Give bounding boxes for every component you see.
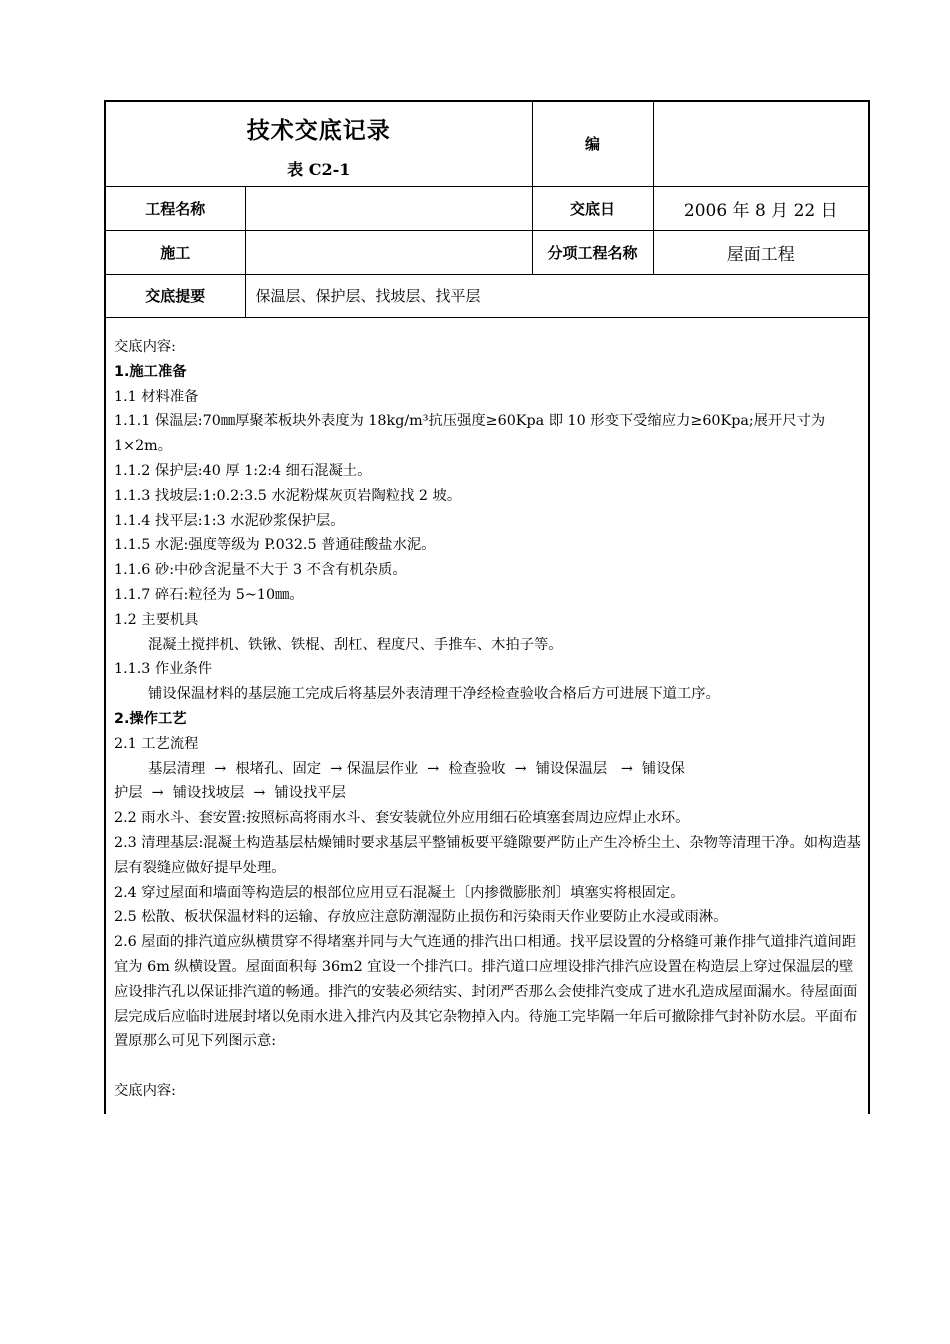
summary-label: 交底提要 [106, 274, 245, 317]
date-value: 2006 年 8 月 22 日 [653, 186, 868, 230]
content-intro: 交底内容: [114, 339, 177, 355]
section-1-1-5: 1.1.5 水泥:强度等级为 P.032.5 普通硅酸盐水泥。 [114, 537, 436, 554]
disclosure-content [114, 335, 862, 1104]
process-flow-line-1: 基层清理 → 根堵孔、固定 → 保温层作业 → 检查验收 → 铺设保温层 → 铺设保 [148, 760, 685, 777]
section-2-4: 2.4 穿过屋面和墙面等构造层的根部位应用豆石混凝土〔内掺微膨胀剂〕填塞实将根固定。 [114, 884, 685, 901]
section-2-3: 2.3 清理基层:混凝土构造基层枯燥铺时要求基层平整铺板要平缝隙要严防止产生冷桥尘土、杂物等清理干净。如构造基层有裂缝应做好提早处理。 [114, 834, 861, 876]
form-code: 表 C2-1 [287, 159, 351, 179]
disclosure-record-form [104, 100, 870, 1114]
section-1-1-1: 1.1.1 保温层:70㎜厚聚苯板块外表度为 18kg/m³抗压强度≥60Kpa 即 10 形变下受缩应力≥60Kpa;展开尺寸为 1×2m。 [114, 413, 826, 455]
process-flow-line-2: 护层 → 铺设找坡层 → 铺设找平层 [114, 785, 346, 802]
header-table [106, 102, 868, 318]
section-1-1: 1.1 材料准备 [114, 388, 199, 405]
section-1-1-3b-body: 铺设保温材料的基层施工完成后将基层外表清理干净经检查验收合格后方可进展下道工序。 [148, 686, 720, 703]
section-1-1-7: 1.1.7 碎石:粒径为 5~10㎜。 [114, 586, 304, 603]
section-1-1-2: 1.1.2 保护层:40 厚 1:2:4 细石混凝土。 [114, 462, 372, 479]
section-1-1-3: 1.1.3 找坡层:1:0.2:3.5 水泥粉煤灰页岩陶粒找 2 坡。 [114, 487, 462, 504]
section-1-1-4: 1.1.4 找平层:1:3 水泥砂浆保护层。 [114, 512, 345, 529]
section-2-2: 2.2 雨水斗、套安置:按照标高将雨水斗、套安装就位外应用细石砼填塞套周边应焊止水环。 [114, 810, 690, 827]
title-cell [106, 102, 532, 186]
section-1-1-3b: 1.1.3 作业条件 [114, 661, 213, 678]
section-2-1: 2.1 工艺流程 [114, 735, 199, 752]
number-label: 编 [532, 102, 653, 186]
date-label: 交底日 [532, 186, 653, 230]
page-title: 技术交底记录 [246, 117, 391, 144]
project-name-value [245, 186, 532, 230]
contractor-value [245, 230, 532, 274]
contractor-label: 施工 [106, 230, 245, 274]
subproject-label: 分项工程名称 [532, 230, 653, 274]
section-2-title: 2.操作工艺 [114, 710, 187, 727]
section-2-5: 2.5 松散、板状保温材料的运输、存放应注意防潮湿防止损伤和污染雨天作业要防止水浸或雨淋。 [114, 909, 728, 926]
summary-value: 保温层、保护层、找坡层、找平层 [245, 274, 868, 317]
section-1-1-6: 1.1.6 砂:中砂含泥量不大于 3 不含有机杂质。 [114, 562, 407, 579]
number-value [653, 102, 868, 186]
section-1-2: 1.2 主要机具 [114, 611, 199, 628]
subproject-value: 屋面工程 [653, 230, 868, 274]
project-name-label: 工程名称 [106, 186, 245, 230]
spacer [114, 1054, 862, 1079]
content-outro: 交底内容: [114, 1082, 177, 1099]
section-1-2-body: 混凝土搅拌机、铁锹、铁棍、刮杠、程度尺、手推车、木拍子等。 [148, 636, 563, 653]
section-1-title: 1.施工准备 [114, 363, 187, 380]
section-2-6: 2.6 屋面的排汽道应纵横贯穿不得堵塞并同与大气连通的排汽出口相通。找平层设置的分格缝可兼作排气道排汽道间距宜为 6m 纵横设置。屋面面积每 36m2 宜设一个排汽口。排汽道口应埋设排汽排汽应设置在构造层上穿过保温层的壁应设排汽孔以保证排汽道的畅通。排汽的安装必须结实、封闭严否那么会使排汽变成了进水孔造成屋面漏水。待屋面面层完成后应临时进展封堵以免雨水进入排汽内及其它杂物掉入内。待施工完毕隔一年后可撤除排气封补防水层。平面布置原那么可见下列图示意: [114, 934, 858, 1050]
